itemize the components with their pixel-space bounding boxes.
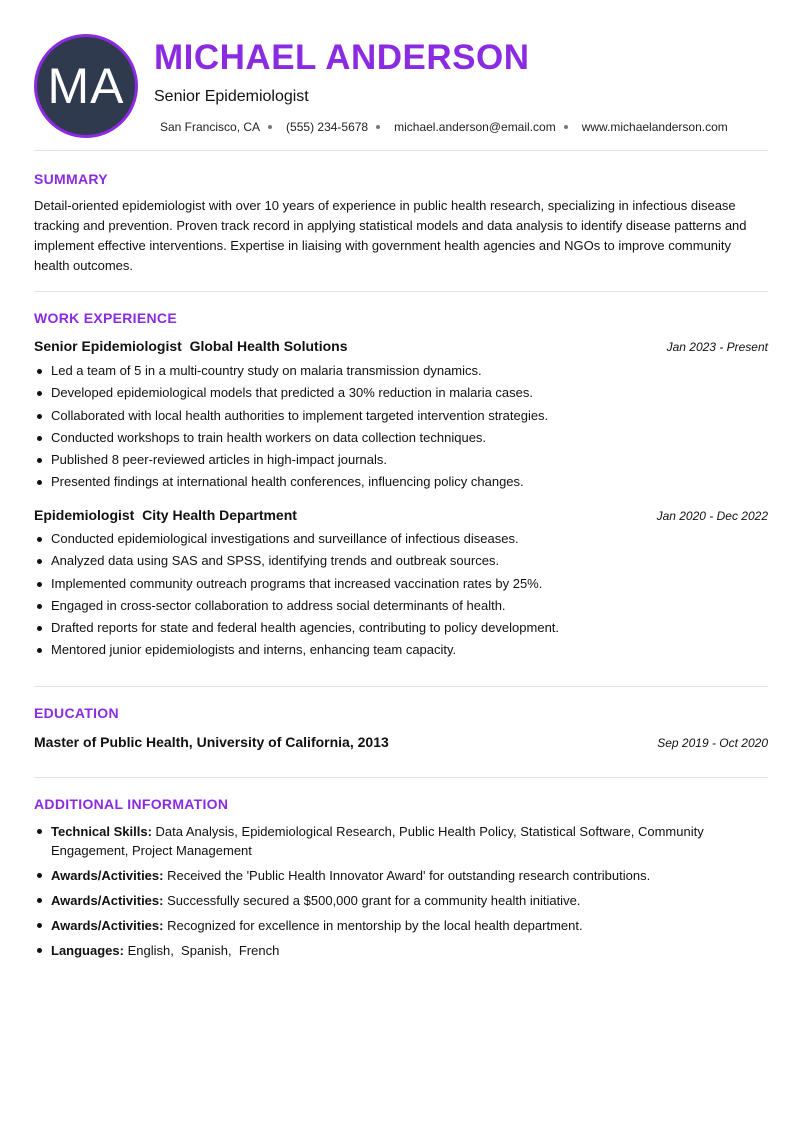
job-dates: Jan 2023 - Present bbox=[666, 340, 768, 354]
info-text: Data Analysis, Epidemiological Research, Public Health Policy, Statistical Software, Community Engagement, Project Management bbox=[51, 824, 704, 858]
info-label: Awards/Activities: bbox=[51, 868, 164, 883]
job-role-company bbox=[34, 507, 297, 523]
info-text: Received the 'Public Health Innovator Award' for outstanding research contributions. bbox=[163, 868, 651, 883]
info-label: Languages: bbox=[51, 943, 124, 958]
candidate-name: MICHAEL ANDERSON bbox=[154, 38, 530, 77]
additional-info-heading: ADDITIONAL INFORMATION bbox=[34, 796, 229, 812]
info-label: Awards/Activities: bbox=[51, 893, 164, 908]
contact-website[interactable]: www.michaelanderson.com bbox=[581, 120, 728, 134]
list-item: Collaborated with local health authorities to implement targeted intervention strategies. bbox=[34, 405, 768, 427]
job-role: Senior Epidemiologist bbox=[34, 338, 182, 354]
separator-dot-icon bbox=[376, 125, 380, 129]
job-role: Epidemiologist bbox=[34, 507, 135, 523]
contact-phone: (555) 234-5678 bbox=[286, 120, 369, 134]
info-text: Recognized for excellence in mentorship by the local health department. bbox=[163, 918, 583, 933]
list-item: Analyzed data using SAS and SPSS, identifying trends and outbreak sources. bbox=[34, 550, 768, 572]
list-item bbox=[34, 866, 768, 885]
work-experience-heading: WORK EXPERIENCE bbox=[34, 310, 177, 326]
job-bullet-list bbox=[34, 528, 768, 662]
job-header bbox=[34, 507, 768, 525]
divider bbox=[34, 777, 768, 778]
list-item: Presented findings at international health conferences, influencing policy changes. bbox=[34, 471, 768, 493]
list-item: Drafted reports for state and federal health agencies, contributing to policy development. bbox=[34, 617, 768, 639]
list-item: Led a team of 5 in a multi-country study on malaria transmission dynamics. bbox=[34, 360, 768, 382]
resume-header bbox=[34, 34, 768, 138]
job-role-company bbox=[34, 338, 347, 354]
job-dates: Jan 2020 - Dec 2022 bbox=[656, 509, 768, 523]
job-company: City Health Department bbox=[142, 507, 297, 523]
info-text: English, Spanish, French bbox=[123, 943, 280, 958]
job-title: Senior Epidemiologist bbox=[154, 88, 309, 105]
list-item: Developed epidemiological models that predicted a 30% reduction in malaria cases. bbox=[34, 382, 768, 404]
education-dates: Sep 2019 - Oct 2020 bbox=[657, 736, 768, 750]
education-entry bbox=[34, 734, 768, 752]
contact-location: San Francisco, CA bbox=[160, 120, 261, 134]
divider bbox=[34, 150, 768, 151]
education-degree: Master of Public Health, University of California, 2013 bbox=[34, 734, 389, 750]
list-item: Mentored junior epidemiologists and interns, enhancing team capacity. bbox=[34, 639, 768, 661]
list-item bbox=[34, 941, 768, 960]
list-item bbox=[34, 891, 768, 910]
avatar bbox=[34, 34, 138, 138]
separator-dot-icon bbox=[564, 125, 568, 129]
info-text: Successfully secured a $500,000 grant for a community health initiative. bbox=[163, 893, 581, 908]
divider bbox=[34, 291, 768, 292]
summary-text: Detail-oriented epidemiologist with over 10 years of experience in public health research, specializing in infectious disease tracking and prevention. Proven track record in applying statistical models and data analysis to identify disease patterns and implement effective interventions. Expertise in liaising with government health agencies and NGOs to improve community health outcomes. bbox=[34, 198, 747, 273]
list-item: Conducted epidemiological investigations and surveillance of infectious diseases. bbox=[34, 528, 768, 550]
list-item: Published 8 peer-reviewed articles in high-impact journals. bbox=[34, 449, 768, 471]
avatar-initials: MA bbox=[47, 58, 125, 114]
list-item: Implemented community outreach programs that increased vaccination rates by 25%. bbox=[34, 573, 768, 595]
separator-dot-icon bbox=[268, 125, 272, 129]
education-heading: EDUCATION bbox=[34, 705, 119, 721]
list-item bbox=[34, 822, 768, 860]
job-header bbox=[34, 338, 768, 356]
divider bbox=[34, 686, 768, 687]
job-company: Global Health Solutions bbox=[189, 338, 348, 354]
info-label: Awards/Activities: bbox=[51, 918, 164, 933]
job-bullet-list bbox=[34, 360, 768, 494]
list-item: Engaged in cross-sector collaboration to address social determinants of health. bbox=[34, 595, 768, 617]
contact-line bbox=[160, 120, 728, 134]
list-item bbox=[34, 916, 768, 935]
summary-heading: SUMMARY bbox=[34, 171, 108, 187]
contact-email[interactable]: michael.anderson@email.com bbox=[394, 120, 556, 134]
additional-info-list bbox=[34, 822, 768, 966]
info-label: Technical Skills: bbox=[51, 824, 152, 839]
list-item: Conducted workshops to train health workers on data collection techniques. bbox=[34, 427, 768, 449]
